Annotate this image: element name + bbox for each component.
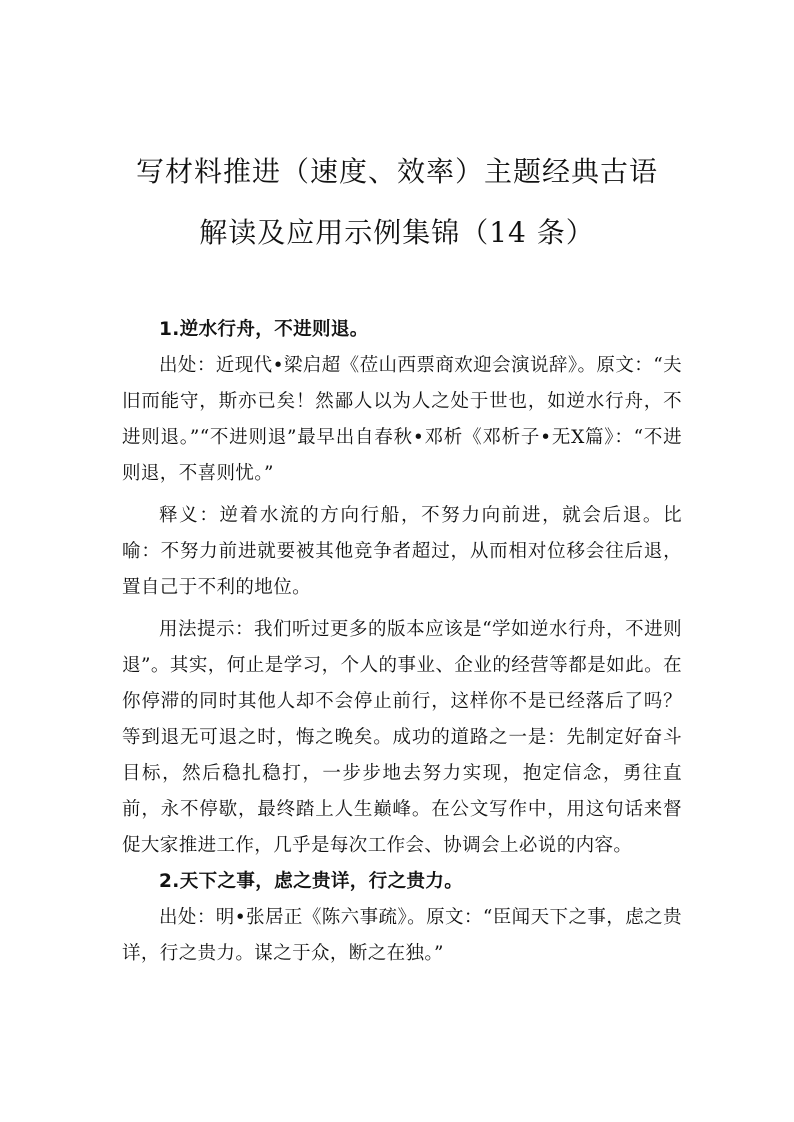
document-body xyxy=(122,312,682,978)
document-title-line-2: 解读及应用示例集锦（14 条） xyxy=(199,216,595,249)
section-1-heading: 1.逆水行舟，不进则退。 xyxy=(159,319,369,340)
section-2-source: 出处：明•张居正《陈六事疏》。原文：“臣闻天下之事，虑之贵详，行之贵力。谋之于众，断之在独。” xyxy=(122,907,682,964)
section-1-source: 出处：近现代•梁启超《莅山西票商欢迎会演说辞》。原文：“夫旧而能守，斯亦已矣！然鄙人以为人之处于世也，如逆水行舟，不进则退。”“不进则退”最早出自春秋•邓析《邓析子•无X篇》：“不进则退，不喜则忧。” xyxy=(122,355,682,484)
section-1-meaning: 释义：逆着水流的方向行船，不努力向前进，就会后退。比喻：不努力前进就要被其他竞争者超过，从而相对位移会往后退，置自己于不利的地位。 xyxy=(122,505,682,598)
section-1-usage: 用法提示：我们听过更多的版本应该是“学如逆水行舟，不进则退”。其实，何止是学习，个人的事业、企业的经营等都是如此。在你停滞的同时其他人却不会停止前行，这样你不是已经落后了吗？等到退无可退之时，悔之晚矣。成功的道路之一是：先制定好奋斗目标，然后稳扎稳打，一步步地去努力实现，抱定信念，勇往直前，永不停歇，最终踏上人生巅峰。在公文写作中，用这句话来督促大家推进工作，几乎是每次工作会、协调会上必说的内容。 xyxy=(122,619,682,856)
section-2-heading: 2.天下之事，虑之贵详，行之贵力。 xyxy=(159,871,464,892)
document-title-line-1: 写材料推进（速度、效率）主题经典古语 xyxy=(135,155,658,188)
